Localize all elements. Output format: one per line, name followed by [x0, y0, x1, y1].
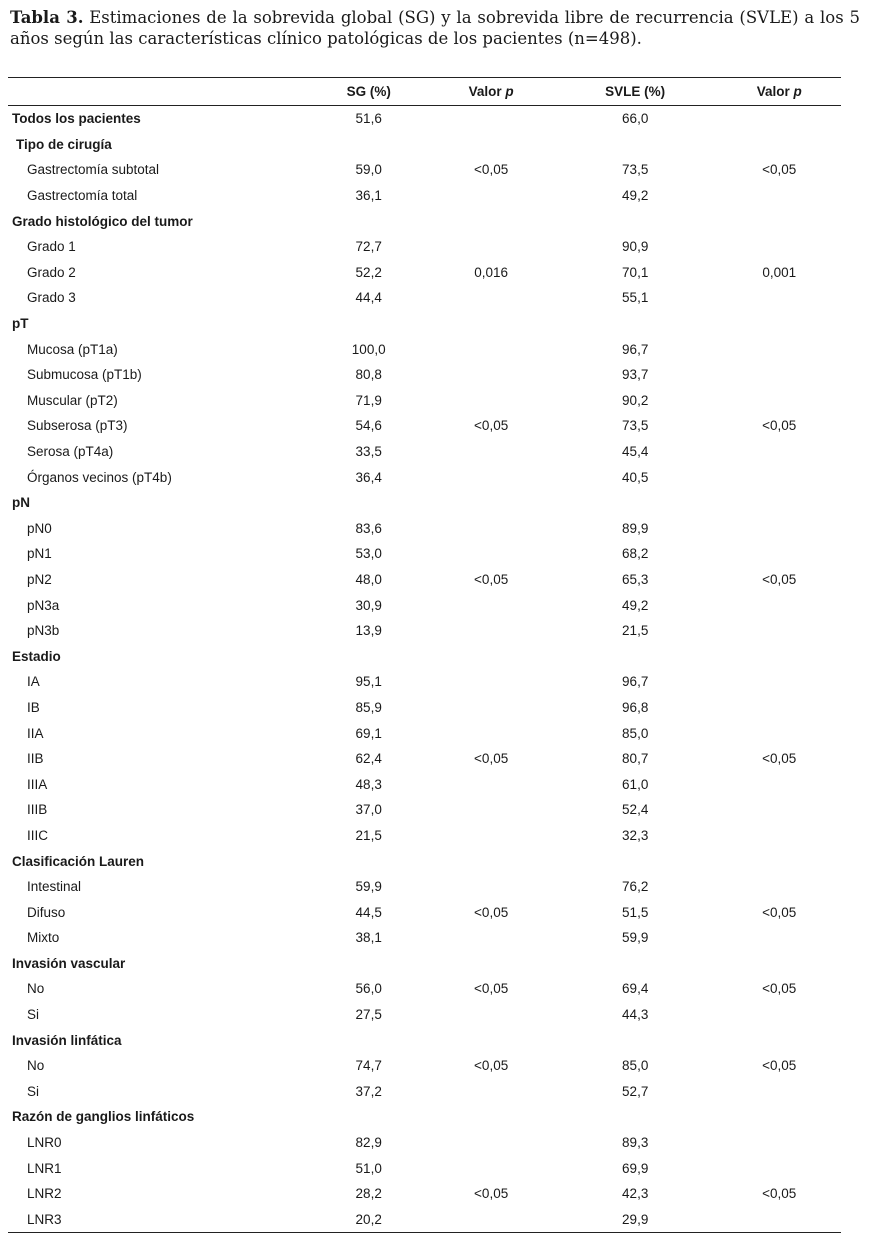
cell-sg	[308, 1027, 429, 1053]
table-row	[8, 388, 841, 414]
cell-svle: 52,7	[622, 1083, 649, 1099]
cell-p-value-sg: <0,05	[474, 981, 509, 997]
table-row	[8, 1027, 841, 1053]
table-row	[8, 720, 841, 746]
cell-svle: 66,0	[622, 111, 649, 127]
table-row	[8, 541, 841, 567]
row-label: No	[27, 981, 45, 997]
caption-label: Tabla 3.	[10, 8, 84, 27]
cell-p-value-svle	[717, 388, 841, 414]
cell-sg: 44,4	[355, 290, 382, 306]
cell-p-value-sg	[429, 183, 553, 209]
cell-p-value-svle: <0,05	[762, 751, 797, 767]
table-row	[8, 1053, 841, 1079]
cell-p-value-svle	[717, 925, 841, 951]
table-row	[8, 567, 841, 593]
cell-svle: 44,3	[622, 1007, 649, 1023]
cell-sg: 62,4	[355, 751, 382, 767]
table-row	[8, 208, 841, 234]
cell-p-value-sg	[429, 1079, 553, 1105]
cell-sg: 72,7	[355, 239, 382, 255]
row-label: Grado 1	[27, 239, 76, 255]
cell-p-value-svle	[717, 1104, 841, 1130]
cell-p-value-svle: <0,05	[762, 162, 797, 178]
cell-p-value-sg	[429, 285, 553, 311]
table-row	[8, 183, 841, 209]
cell-p-value-svle	[717, 874, 841, 900]
cell-sg: 80,8	[355, 367, 382, 383]
cell-svle: 76,2	[622, 879, 649, 895]
cell-p-value-svle	[717, 1027, 841, 1053]
cell-sg	[308, 848, 429, 874]
cell-svle: 49,2	[622, 597, 649, 613]
cell-sg: 54,6	[355, 418, 382, 434]
cell-svle: 73,5	[622, 162, 649, 178]
row-label: No	[27, 1058, 45, 1074]
row-label: IIIB	[27, 802, 48, 818]
table-row	[8, 643, 841, 669]
cell-sg	[308, 1104, 429, 1130]
cell-svle: 61,0	[622, 776, 649, 792]
table-row	[8, 490, 841, 516]
cell-svle: 21,5	[622, 623, 649, 639]
cell-svle: 96,7	[622, 674, 649, 690]
cell-sg	[308, 208, 429, 234]
cell-svle: 73,5	[622, 418, 649, 434]
row-label: pN3a	[27, 597, 60, 613]
cell-sg: 28,2	[355, 1186, 382, 1202]
cell-sg: 82,9	[355, 1135, 382, 1151]
cell-p-value-svle	[717, 618, 841, 644]
cell-svle: 69,4	[622, 981, 649, 997]
cell-p-value-sg	[429, 132, 553, 158]
cell-p-value-sg	[429, 618, 553, 644]
cell-svle: 52,4	[622, 802, 649, 818]
cell-sg: 95,1	[355, 674, 382, 690]
cell-p-value-sg	[429, 1130, 553, 1156]
survival-table	[8, 77, 841, 1233]
header-characteristic	[8, 78, 308, 106]
cell-p-value-svle: <0,05	[762, 571, 797, 587]
cell-p-value-svle	[717, 720, 841, 746]
table-row	[8, 464, 841, 490]
cell-sg: 56,0	[355, 981, 382, 997]
cell-svle	[553, 643, 718, 669]
header-sg: SG (%)	[308, 78, 429, 106]
table-row	[8, 669, 841, 695]
table-row	[8, 439, 841, 465]
cell-svle: 93,7	[622, 367, 649, 383]
cell-sg	[308, 643, 429, 669]
row-label: Estadio	[12, 648, 61, 664]
cell-p-value-sg	[429, 464, 553, 490]
cell-svle: 69,9	[622, 1160, 649, 1176]
table-row	[8, 336, 841, 362]
cell-p-value-sg	[429, 516, 553, 542]
row-label: Difuso	[27, 904, 66, 920]
cell-p-value-sg	[429, 106, 553, 132]
cell-svle	[553, 1027, 718, 1053]
header-row	[8, 78, 841, 106]
header-p-value-sg	[429, 78, 553, 106]
cell-p-value-svle	[717, 797, 841, 823]
cell-p-value-sg: <0,05	[474, 418, 509, 434]
cell-p-value-svle	[717, 234, 841, 260]
table-row	[8, 311, 841, 337]
cell-p-value-svle	[717, 771, 841, 797]
row-label: Invasión linfática	[12, 1032, 122, 1048]
cell-p-value-sg	[429, 1207, 553, 1233]
cell-p-value-svle	[717, 848, 841, 874]
cell-sg: 83,6	[355, 520, 382, 536]
table-row	[8, 1155, 841, 1181]
cell-sg: 59,9	[355, 879, 382, 895]
cell-p-value-svle	[717, 132, 841, 158]
cell-p-value-sg: <0,05	[474, 751, 509, 767]
cell-svle: 45,4	[622, 444, 649, 460]
row-label: Si	[27, 1083, 40, 1099]
cell-sg: 53,0	[355, 546, 382, 562]
cell-svle: 85,0	[622, 1058, 649, 1074]
cell-svle: 40,5	[622, 469, 649, 485]
cell-svle: 90,2	[622, 392, 649, 408]
cell-svle: 55,1	[622, 290, 649, 306]
row-label: pN2	[27, 571, 52, 587]
cell-p-value-sg	[429, 1002, 553, 1028]
table-caption	[10, 7, 860, 49]
cell-p-value-svle	[717, 669, 841, 695]
cell-svle	[553, 490, 718, 516]
cell-p-value-svle	[717, 951, 841, 977]
table-row	[8, 899, 841, 925]
cell-p-value-sg	[429, 797, 553, 823]
table-row	[8, 874, 841, 900]
cell-p-value-sg	[429, 1027, 553, 1053]
cell-sg: 13,9	[355, 623, 382, 639]
table-row	[8, 516, 841, 542]
cell-sg: 27,5	[355, 1007, 382, 1023]
cell-p-value-sg	[429, 823, 553, 849]
cell-sg: 74,7	[355, 1058, 382, 1074]
cell-sg: 48,0	[355, 571, 382, 587]
row-label: IIIC	[27, 827, 49, 843]
cell-svle: 68,2	[622, 546, 649, 562]
row-label: LNR3	[8, 1207, 308, 1233]
cell-p-value-sg	[429, 336, 553, 362]
cell-sg	[308, 490, 429, 516]
row-label: LNR0	[27, 1135, 62, 1151]
row-label: Muscular (pT2)	[27, 392, 118, 408]
cell-p-value-svle	[717, 336, 841, 362]
cell-p-value-sg	[429, 234, 553, 260]
row-label: IA	[27, 674, 40, 690]
row-label: Mucosa (pT1a)	[27, 341, 118, 357]
header-svle: SVLE (%)	[553, 78, 718, 106]
cell-p-value-sg	[429, 848, 553, 874]
row-label: Gastrectomía total	[27, 188, 138, 204]
cell-svle: 70,1	[622, 264, 649, 280]
cell-sg: 30,9	[355, 597, 382, 613]
cell-p-value-sg	[429, 362, 553, 388]
row-label: pN0	[27, 520, 52, 536]
row-label: IIA	[27, 725, 44, 741]
header-p-value-sg-italic: p	[505, 84, 514, 99]
cell-p-value-svle	[717, 1079, 841, 1105]
cell-p-value-sg	[429, 695, 553, 721]
row-label: pT	[12, 316, 29, 332]
cell-p-value-svle	[717, 285, 841, 311]
cell-svle: 32,3	[622, 827, 649, 843]
row-label: Mixto	[27, 930, 60, 946]
cell-sg: 71,9	[355, 392, 382, 408]
cell-svle	[553, 208, 718, 234]
cell-svle: 65,3	[622, 571, 649, 587]
cell-p-value-sg	[429, 388, 553, 414]
cell-p-value-svle	[717, 541, 841, 567]
table-row	[8, 1002, 841, 1028]
cell-svle: 90,9	[622, 239, 649, 255]
cell-sg: 20,2	[308, 1207, 429, 1233]
cell-p-value-svle	[717, 208, 841, 234]
cell-p-value-sg	[429, 541, 553, 567]
cell-p-value-sg	[429, 643, 553, 669]
cell-p-value-sg: <0,05	[474, 1186, 509, 1202]
cell-p-value-svle	[717, 362, 841, 388]
cell-p-value-svle: 0,001	[762, 264, 797, 280]
table-row	[8, 1079, 841, 1105]
cell-svle: 96,7	[622, 341, 649, 357]
cell-svle: 51,5	[622, 904, 649, 920]
row-label: Si	[27, 1007, 40, 1023]
cell-svle: 89,9	[622, 520, 649, 536]
cell-p-value-sg	[429, 771, 553, 797]
cell-p-value-svle	[717, 643, 841, 669]
table-row	[8, 157, 841, 183]
table-row	[8, 1181, 841, 1207]
cell-sg	[308, 311, 429, 337]
row-label: Invasión vascular	[12, 955, 126, 971]
row-label: IB	[27, 699, 40, 715]
cell-p-value-sg: 0,016	[474, 264, 509, 280]
cell-p-value-sg	[429, 874, 553, 900]
cell-p-value-svle	[717, 592, 841, 618]
table-row	[8, 925, 841, 951]
cell-p-value-svle	[717, 1002, 841, 1028]
cell-svle	[553, 1104, 718, 1130]
cell-p-value-sg	[429, 1104, 553, 1130]
row-label: Tipo de cirugía	[16, 136, 112, 152]
cell-svle	[553, 132, 718, 158]
cell-sg: 59,0	[355, 162, 382, 178]
table-row	[8, 797, 841, 823]
cell-p-value-svle	[717, 1130, 841, 1156]
table-row	[8, 106, 841, 132]
cell-sg: 36,4	[355, 469, 382, 485]
cell-p-value-svle	[717, 1155, 841, 1181]
cell-svle	[553, 311, 718, 337]
row-label: Submucosa (pT1b)	[27, 367, 142, 383]
table-row	[8, 618, 841, 644]
cell-svle: 42,3	[622, 1186, 649, 1202]
cell-p-value-sg	[429, 208, 553, 234]
cell-sg: 38,1	[355, 930, 382, 946]
row-label: Grado 2	[27, 264, 76, 280]
table-row	[8, 771, 841, 797]
table-row	[8, 592, 841, 618]
table-row	[8, 1207, 841, 1233]
cell-p-value-sg: <0,05	[474, 1058, 509, 1074]
cell-p-value-sg	[429, 439, 553, 465]
cell-sg	[308, 132, 429, 158]
cell-p-value-sg	[429, 925, 553, 951]
cell-p-value-sg	[429, 720, 553, 746]
cell-sg: 48,3	[355, 776, 382, 792]
cell-svle: 29,9	[553, 1207, 718, 1233]
row-label: Razón de ganglios linfáticos	[12, 1109, 195, 1125]
cell-svle: 96,8	[622, 699, 649, 715]
table-row	[8, 976, 841, 1002]
cell-svle	[553, 848, 718, 874]
row-label: Gastrectomía subtotal	[27, 162, 160, 178]
header-p-value-svle	[717, 78, 841, 106]
cell-p-value-svle	[717, 1207, 841, 1233]
cell-sg: 85,9	[355, 699, 382, 715]
row-label: Todos los pacientes	[12, 111, 141, 127]
cell-sg	[308, 951, 429, 977]
row-label: LNR1	[27, 1160, 62, 1176]
cell-p-value-svle	[717, 490, 841, 516]
cell-p-value-svle	[717, 106, 841, 132]
cell-p-value-sg: <0,05	[474, 162, 509, 178]
cell-sg: 21,5	[355, 827, 382, 843]
row-label: Clasificación Lauren	[12, 853, 145, 869]
cell-p-value-sg	[429, 592, 553, 618]
caption-text: Estimaciones de la sobrevida global (SG) y la sobrevida libre de recurrencia (SVLE) a los 5 años según las características clínico patológicas de los pacientes (n=498).	[10, 8, 860, 48]
cell-p-value-sg	[429, 951, 553, 977]
cell-p-value-svle	[717, 823, 841, 849]
cell-p-value-svle	[717, 695, 841, 721]
table-row	[8, 132, 841, 158]
row-label: Intestinal	[27, 879, 82, 895]
table-body	[8, 106, 841, 1233]
cell-p-value-svle	[717, 516, 841, 542]
cell-sg: 37,2	[355, 1083, 382, 1099]
cell-p-value-sg	[429, 311, 553, 337]
table-row	[8, 1104, 841, 1130]
table-row	[8, 234, 841, 260]
cell-p-value-svle	[717, 183, 841, 209]
cell-svle: 80,7	[622, 751, 649, 767]
cell-svle	[553, 951, 718, 977]
row-label: LNR2	[27, 1186, 62, 1202]
cell-p-value-sg	[429, 490, 553, 516]
cell-sg: 69,1	[355, 725, 382, 741]
cell-sg: 51,6	[355, 111, 382, 127]
cell-svle: 49,2	[622, 188, 649, 204]
cell-sg: 37,0	[355, 802, 382, 818]
row-label: pN3b	[27, 623, 60, 639]
row-label: Órganos vecinos (pT4b)	[27, 469, 172, 485]
table-row	[8, 695, 841, 721]
cell-sg: 51,0	[355, 1160, 382, 1176]
row-label: Grado 3	[27, 290, 76, 306]
cell-sg: 52,2	[355, 264, 382, 280]
cell-svle: 85,0	[622, 725, 649, 741]
cell-p-value-svle: <0,05	[762, 904, 797, 920]
table-row	[8, 746, 841, 772]
cell-sg: 44,5	[355, 904, 382, 920]
cell-p-value-sg: <0,05	[474, 904, 509, 920]
row-label: Grado histológico del tumor	[12, 213, 193, 229]
cell-p-value-svle: <0,05	[762, 1186, 797, 1202]
table-row	[8, 362, 841, 388]
cell-p-value-sg: <0,05	[474, 571, 509, 587]
header-p-value-sg-text: Valor	[468, 84, 506, 99]
cell-p-value-sg	[429, 669, 553, 695]
row-label: Serosa (pT4a)	[27, 444, 114, 460]
row-label: IIIA	[27, 776, 48, 792]
row-label: IIB	[27, 751, 44, 767]
table-row	[8, 285, 841, 311]
table-row	[8, 413, 841, 439]
cell-p-value-svle	[717, 464, 841, 490]
row-label: Subserosa (pT3)	[27, 418, 128, 434]
cell-svle: 59,9	[622, 930, 649, 946]
cell-p-value-svle	[717, 439, 841, 465]
table-row	[8, 848, 841, 874]
cell-p-value-svle: <0,05	[762, 1058, 797, 1074]
cell-p-value-svle: <0,05	[762, 418, 797, 434]
cell-sg: 100,0	[351, 341, 386, 357]
table-row	[8, 823, 841, 849]
cell-svle: 89,3	[622, 1135, 649, 1151]
table-row	[8, 951, 841, 977]
cell-p-value-sg	[429, 1155, 553, 1181]
header-p-value-svle-text: Valor	[756, 84, 794, 99]
cell-p-value-svle	[717, 311, 841, 337]
row-label: pN	[12, 495, 30, 511]
table-row	[8, 1130, 841, 1156]
cell-sg: 33,5	[355, 444, 382, 460]
header-p-value-svle-italic: p	[793, 84, 802, 99]
cell-sg: 36,1	[355, 188, 382, 204]
cell-p-value-svle: <0,05	[762, 981, 797, 997]
row-label: pN1	[27, 546, 52, 562]
table-row	[8, 260, 841, 286]
